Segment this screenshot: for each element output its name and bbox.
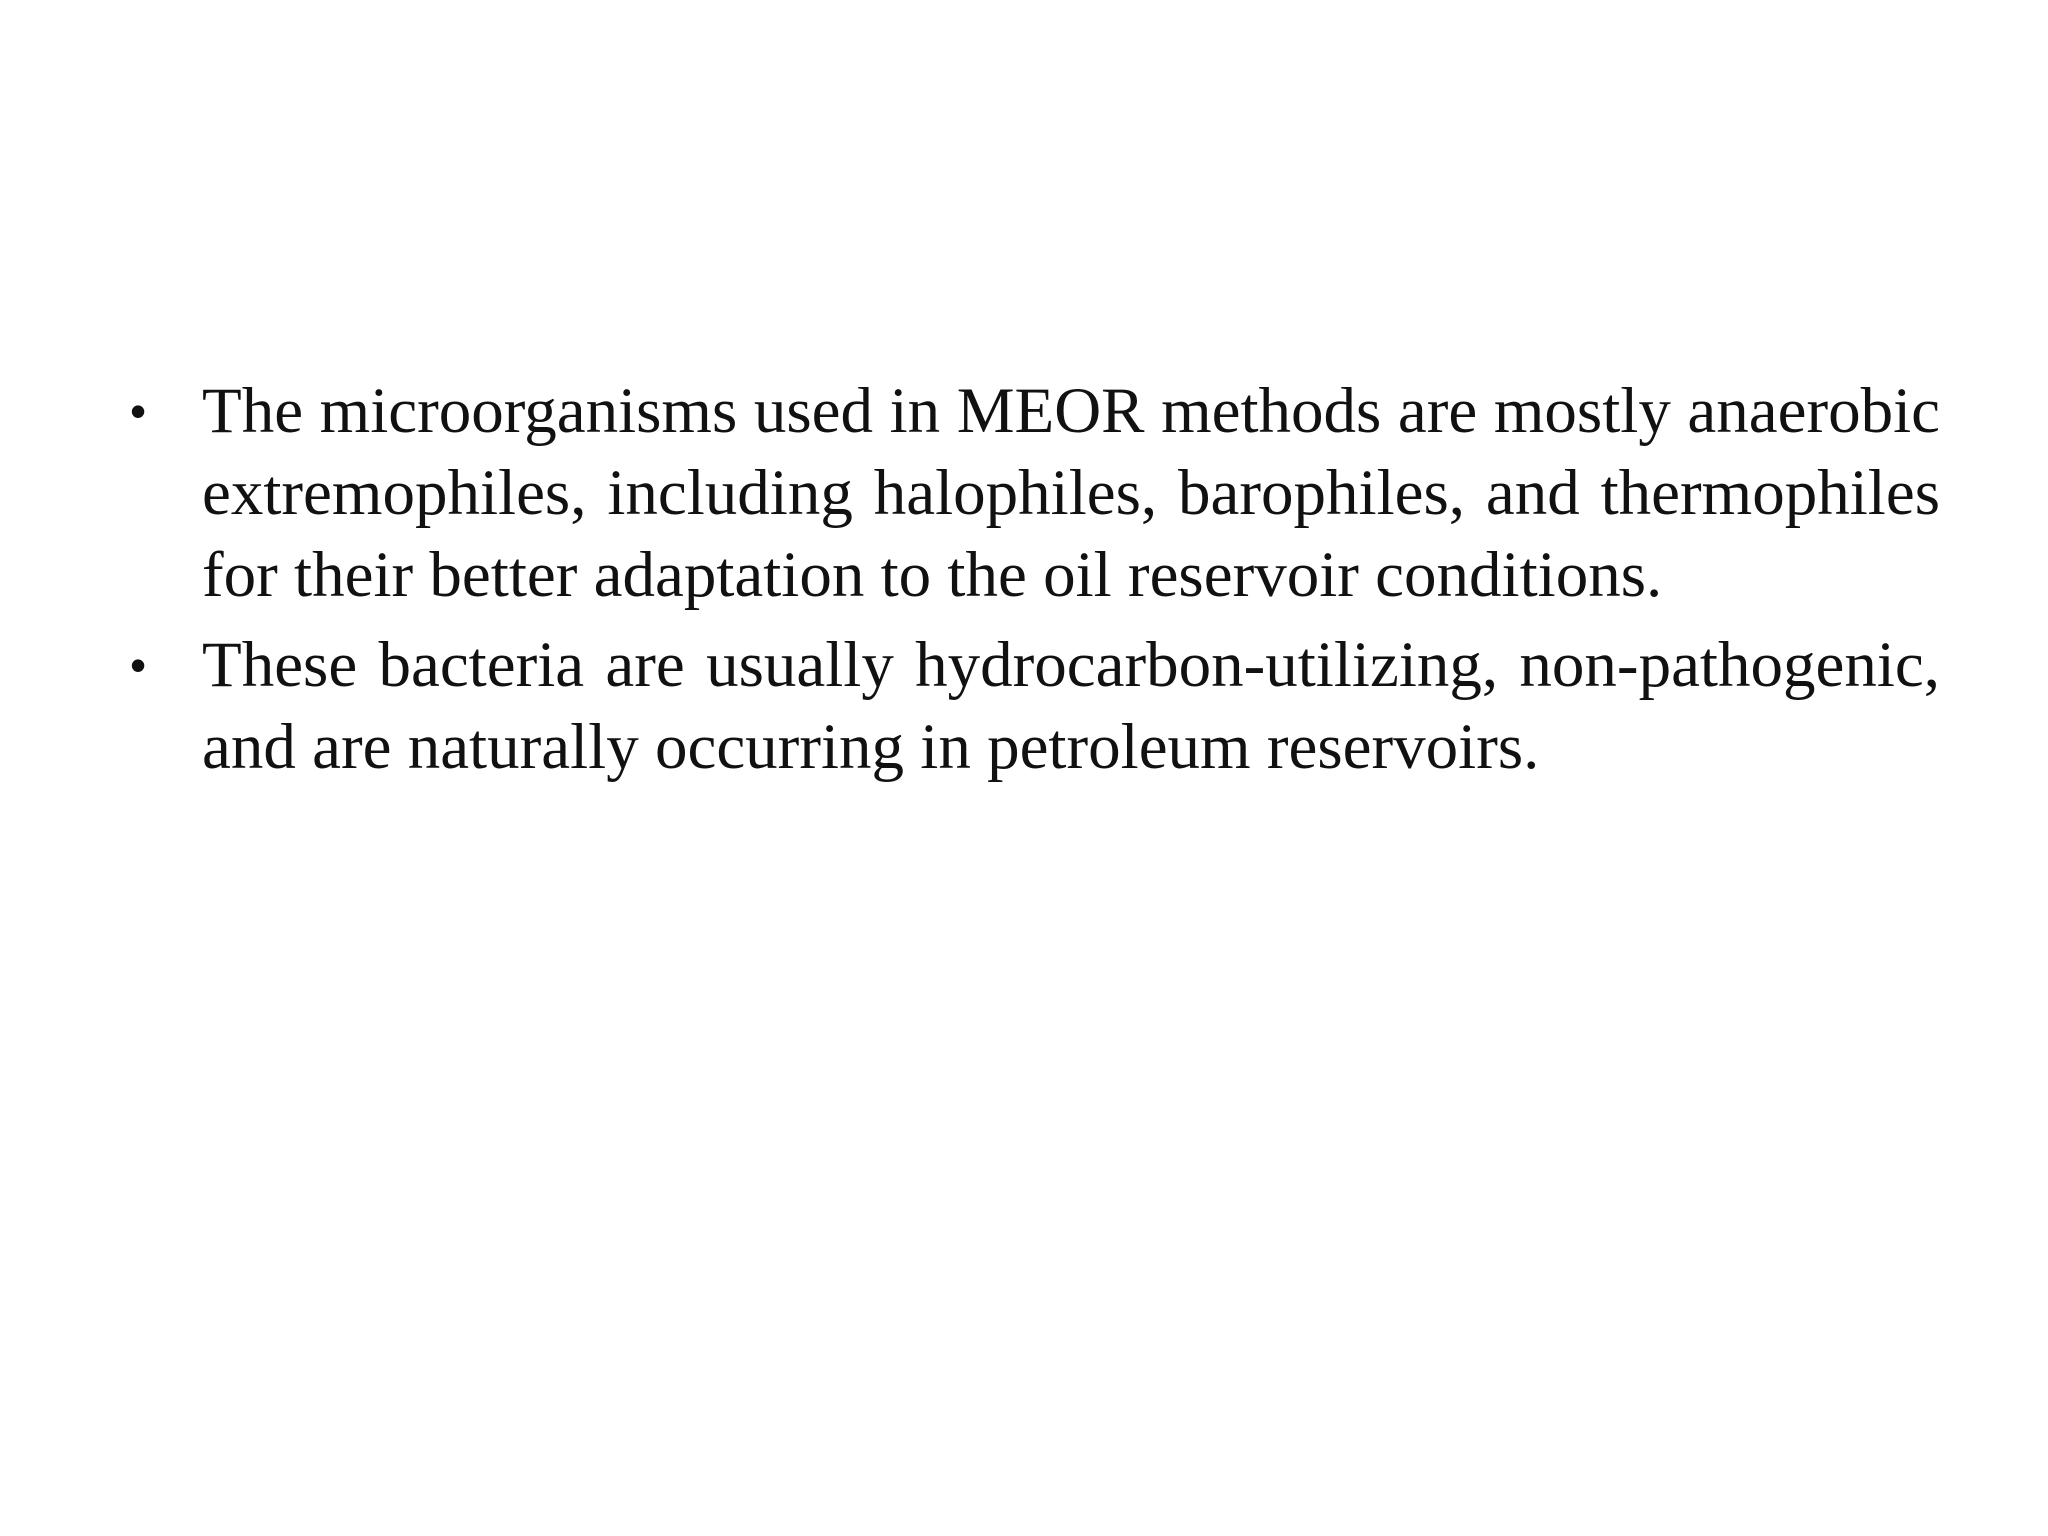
bullet-text-1: The microorganisms used in MEOR methods are mostly anaerobic extremophiles, including halophiles, barophiles, and thermophiles for their better adaptation to the oil reservoir conditions. — [202, 375, 1940, 611]
slide-content — [118, 370, 1940, 796]
bullet-list — [118, 370, 1940, 788]
bullet-item-2 — [118, 624, 1940, 788]
bullet-item-1 — [118, 370, 1940, 616]
bullet-text-2: These bacteria are usually hydrocarbon-utilizing, non-pathogenic, and are naturally occurring in petroleum reservoirs. — [202, 629, 1940, 783]
bullet-dot-icon: • — [129, 639, 147, 691]
bullet-dot-icon: • — [129, 385, 147, 437]
